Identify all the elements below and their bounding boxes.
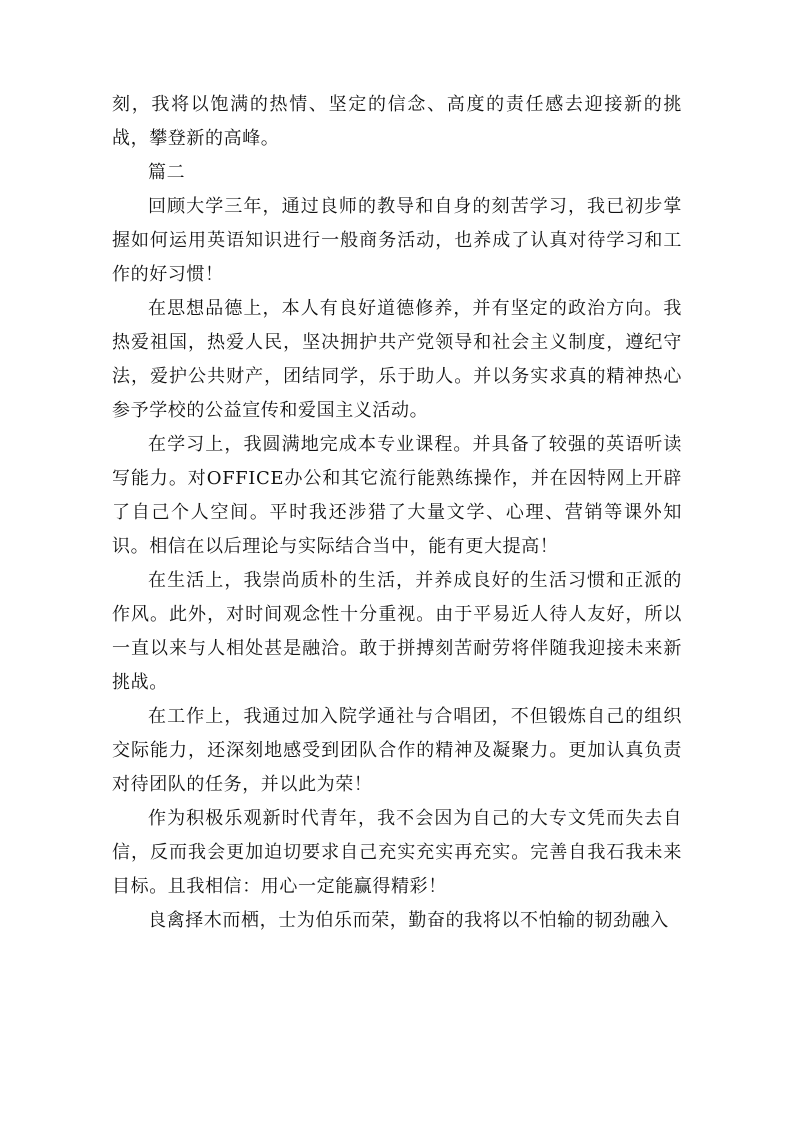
paragraph-confidence: 作为积极乐观新时代青年，我不会因为自己的大专文凭而失去自信，反而我会更加迫切要求自己充实充实再充实。完善自我石我未来目标。且我相信：用心一定能赢得精彩！ [112,808,682,897]
paragraph-study: 在学习上，我圆满地完成本专业课程。并具备了较强的英语听读写能力。对OFFICE办公和其它流行能熟练操作，并在因特网上开辟了自己个人空间。平时我还涉猎了大量文学、心理、营销等课外知识。相信在以后理论与实际结合当中，能有更大提高！ [112,434,682,557]
section-heading: 篇二 [148,162,186,183]
paragraph-life: 在生活上，我崇尚质朴的生活，并养成良好的生活习惯和正派的作风。此外，对时间观念性十分重视。由于平易近人待人友好，所以一直以来与人相处甚是融洽。敢于拼搏刻苦耐劳将伴随我迎接未来新挑战。 [112,570,682,693]
paragraph-continuation: 刻，我将以饱满的热情、坚定的信念、高度的责任感去迎接新的挑战，攀登新的高峰。 [112,94,682,149]
paragraph-work: 在工作上，我通过加入院学通社与合唱团，不但锻炼自己的组织交际能力，还深刻地感受到团队合作的精神及凝聚力。更加认真负责对待团队的任务，并以此为荣！ [112,706,682,795]
paragraph-closing: 良禽择木而栖，士为伯乐而荣，勤奋的我将以不怕输的韧劲融入 [148,910,669,931]
paragraph-review: 回顾大学三年，通过良师的教导和自身的刻苦学习，我已初步掌握如何运用英语知识进行一般商务活动，也养成了认真对待学习和工作的好习惯！ [112,196,682,285]
paragraph-morality: 在思想品德上，本人有良好道德修养，并有坚定的政治方向。我热爱祖国，热爱人民，坚决拥护共产党领导和社会主义制度，遵纪守法，爱护公共财产，团结同学，乐于助人。并以务实求真的精神热心参予学校的公益宣传和爱国主义活动。 [112,298,682,421]
document-body [112,88,682,938]
